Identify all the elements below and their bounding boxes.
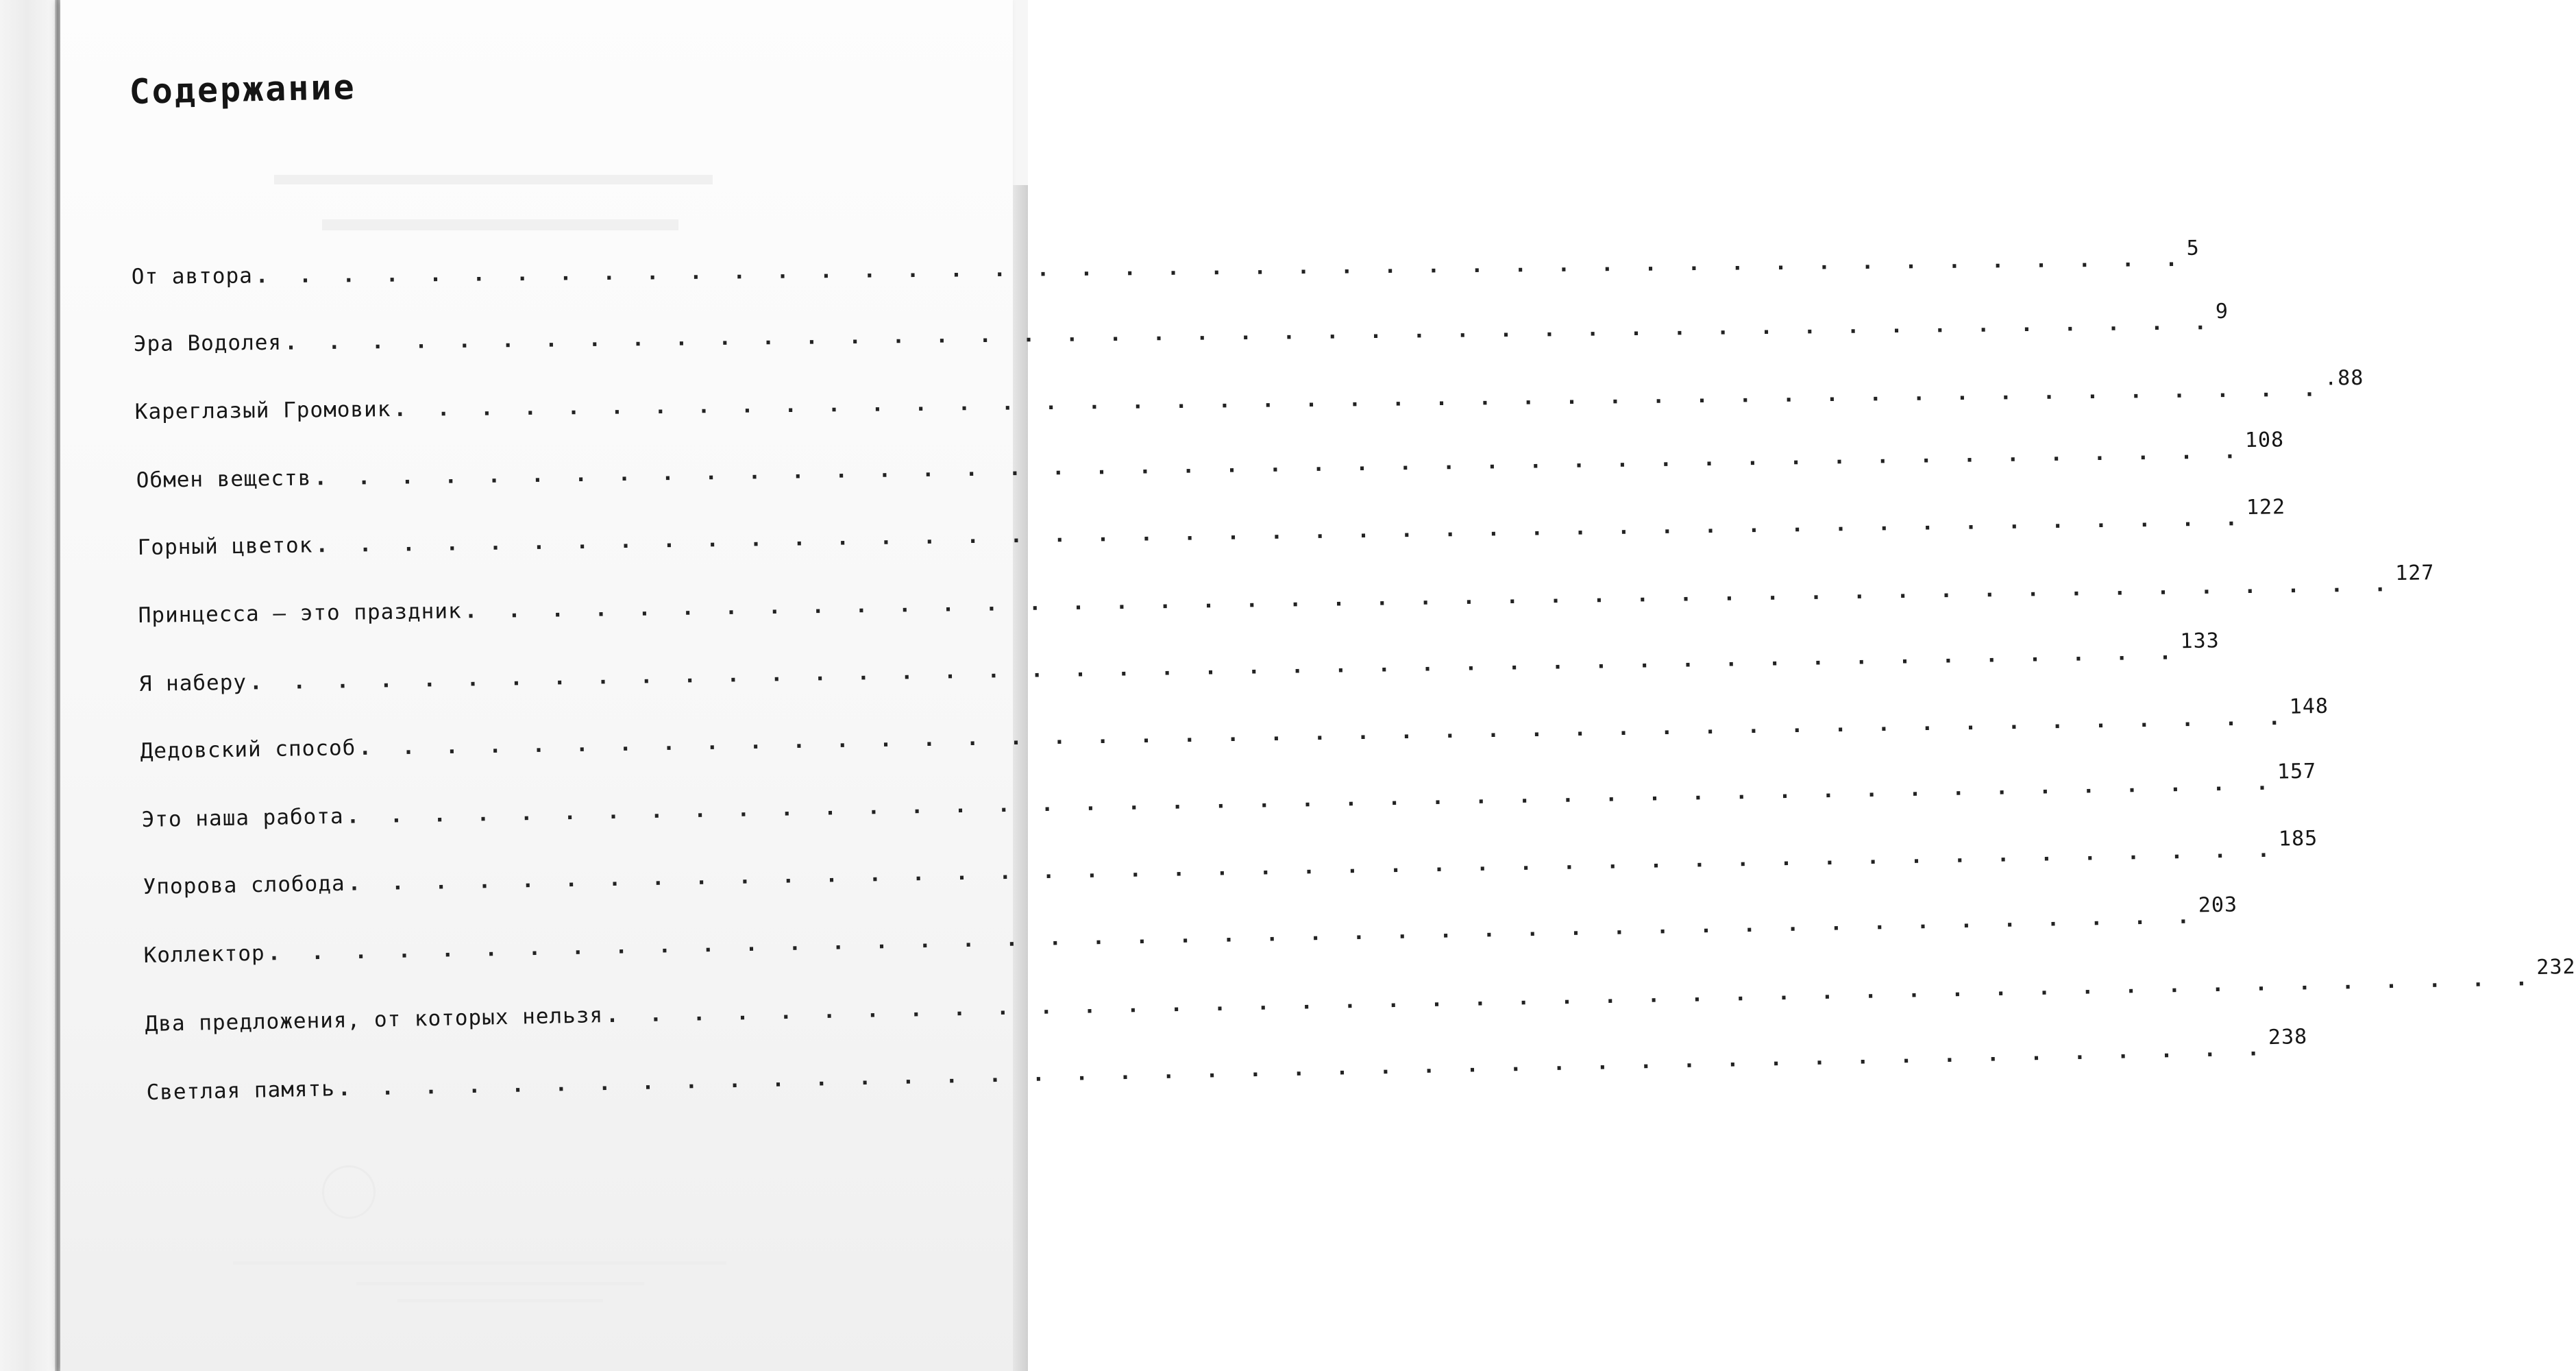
toc-dot-leader: . . . . . . . . . . . . . . . . . . . . . . . . . . . . . . . . . . . . . . . . . . . . . xyxy=(358,705,2290,760)
toc-entry-title: Принцесса — это праздник xyxy=(138,598,462,628)
toc-dot-leader: . . . . . . . . . . . . . . . . . . . . . . . . . . . . . . . . . . . . . . . . . . . . . xyxy=(393,376,2325,422)
toc-dot-leader: . . . . . . . . . . . . . . . . . . . . . . . . . . . . . . . . . . . . . . . . . . . . . xyxy=(346,770,2278,829)
toc-entry-title: Обмен веществ xyxy=(136,465,312,493)
toc-entry-title: Горный цветок xyxy=(137,533,313,560)
toc-entry-page: .88 xyxy=(2324,365,2364,391)
toc-entry-page: 232 xyxy=(2536,954,2576,980)
toc-entry-title: Это наша работа xyxy=(141,803,344,832)
toc-entry-title: От автора xyxy=(131,263,253,289)
toc-entry xyxy=(134,365,2364,424)
toc-entry-page: 203 xyxy=(2198,893,2238,918)
toc-entry-page: 157 xyxy=(2277,759,2317,784)
toc-dot-leader: . . . . . . . . . . . . . . . . . . . . . . . . . . . . . . . . . . . . . . . . . . . . . xyxy=(267,903,2199,966)
toc-entry-title: Дедовский способ xyxy=(140,736,356,764)
toc-entry xyxy=(131,236,2200,289)
toc-entry-title: Светлая память xyxy=(146,1076,336,1105)
toc-entry xyxy=(143,893,2238,968)
toc-entry-page: 148 xyxy=(2289,694,2329,719)
toc-dot-leader: . . . . . . . . . . . . . . . . . . . . . . . . . . . . . . . . . . . . . . . . . . . . . xyxy=(255,246,2187,289)
toc-entry-page: 127 xyxy=(2394,561,2435,586)
toc-entry-page: 238 xyxy=(2268,1024,2308,1050)
toc-entry-title: Упорова слобода xyxy=(143,871,345,899)
toc-dot-leader: . . . . . . . . . . . . . . . . . . . . . . . . . . . . . . . . . . . . . . . . . . . . . xyxy=(605,965,2537,1028)
page-title: Содержание xyxy=(129,67,357,112)
toc-entry-page: 122 xyxy=(2246,495,2286,520)
toc-entry-title: Коллектор xyxy=(143,941,265,968)
toc-entry xyxy=(143,826,2318,899)
toc-entry xyxy=(138,561,2435,628)
toc-entry xyxy=(138,629,2220,696)
toc-dot-leader: . . . . . . . . . . . . . . . . . . . . . . . . . . . . . . . . . . . . . . . . . . . . . xyxy=(347,837,2279,896)
toc-entry-page: 108 xyxy=(2244,428,2285,453)
toc-entry xyxy=(137,495,2286,560)
toc-entry xyxy=(136,428,2285,493)
toc-entry-title: Я наберу xyxy=(138,670,247,696)
toc-dot-leader: . . . . . . . . . . . . . . . . . . . . . . . . . . . . . . . . . . . . . . . . . . . . . xyxy=(337,1036,2269,1102)
toc-entry-page: 5 xyxy=(2186,236,2200,260)
toc-entry xyxy=(133,299,2229,356)
toc-dot-leader: . . . . . . . . . . . . . . . . . . . . . . . . . . . . . . . . . . . . . . . . . . . . . xyxy=(314,439,2246,491)
toc-entry xyxy=(141,759,2317,832)
toc-dot-leader: . . . . . . . . . . . . . . . . . . . . . . . . . . . . . . . . . . . . . . . . . . . . . xyxy=(464,572,2396,624)
toc-entry-page: 9 xyxy=(2215,299,2229,324)
toc-dot-leader: . . . . . . . . . . . . . . . . . . . . . . . . . . . . . . . . . . . . . . . . . . . . . xyxy=(249,640,2181,695)
toc-entry-page: 185 xyxy=(2278,826,2318,851)
toc-entry-title: Кареглазый Громовик xyxy=(134,397,391,424)
toc-entry-title: Два предложения, от которых нельзя xyxy=(145,1003,604,1036)
toc-entry xyxy=(140,694,2329,764)
toc-dot-leader: . . . . . . . . . . . . . . . . . . . . . . . . . . . . . . . . . . . . . . . . . . . . . xyxy=(284,310,2216,355)
toc-entry xyxy=(146,1024,2308,1105)
toc-entry-page: 133 xyxy=(2180,629,2220,654)
toc-entry-title: Эра Водолея xyxy=(133,330,282,356)
toc-dot-leader: . . . . . . . . . . . . . . . . . . . . . . . . . . . . . . . . . . . . . . . . . . . . . xyxy=(315,506,2247,558)
